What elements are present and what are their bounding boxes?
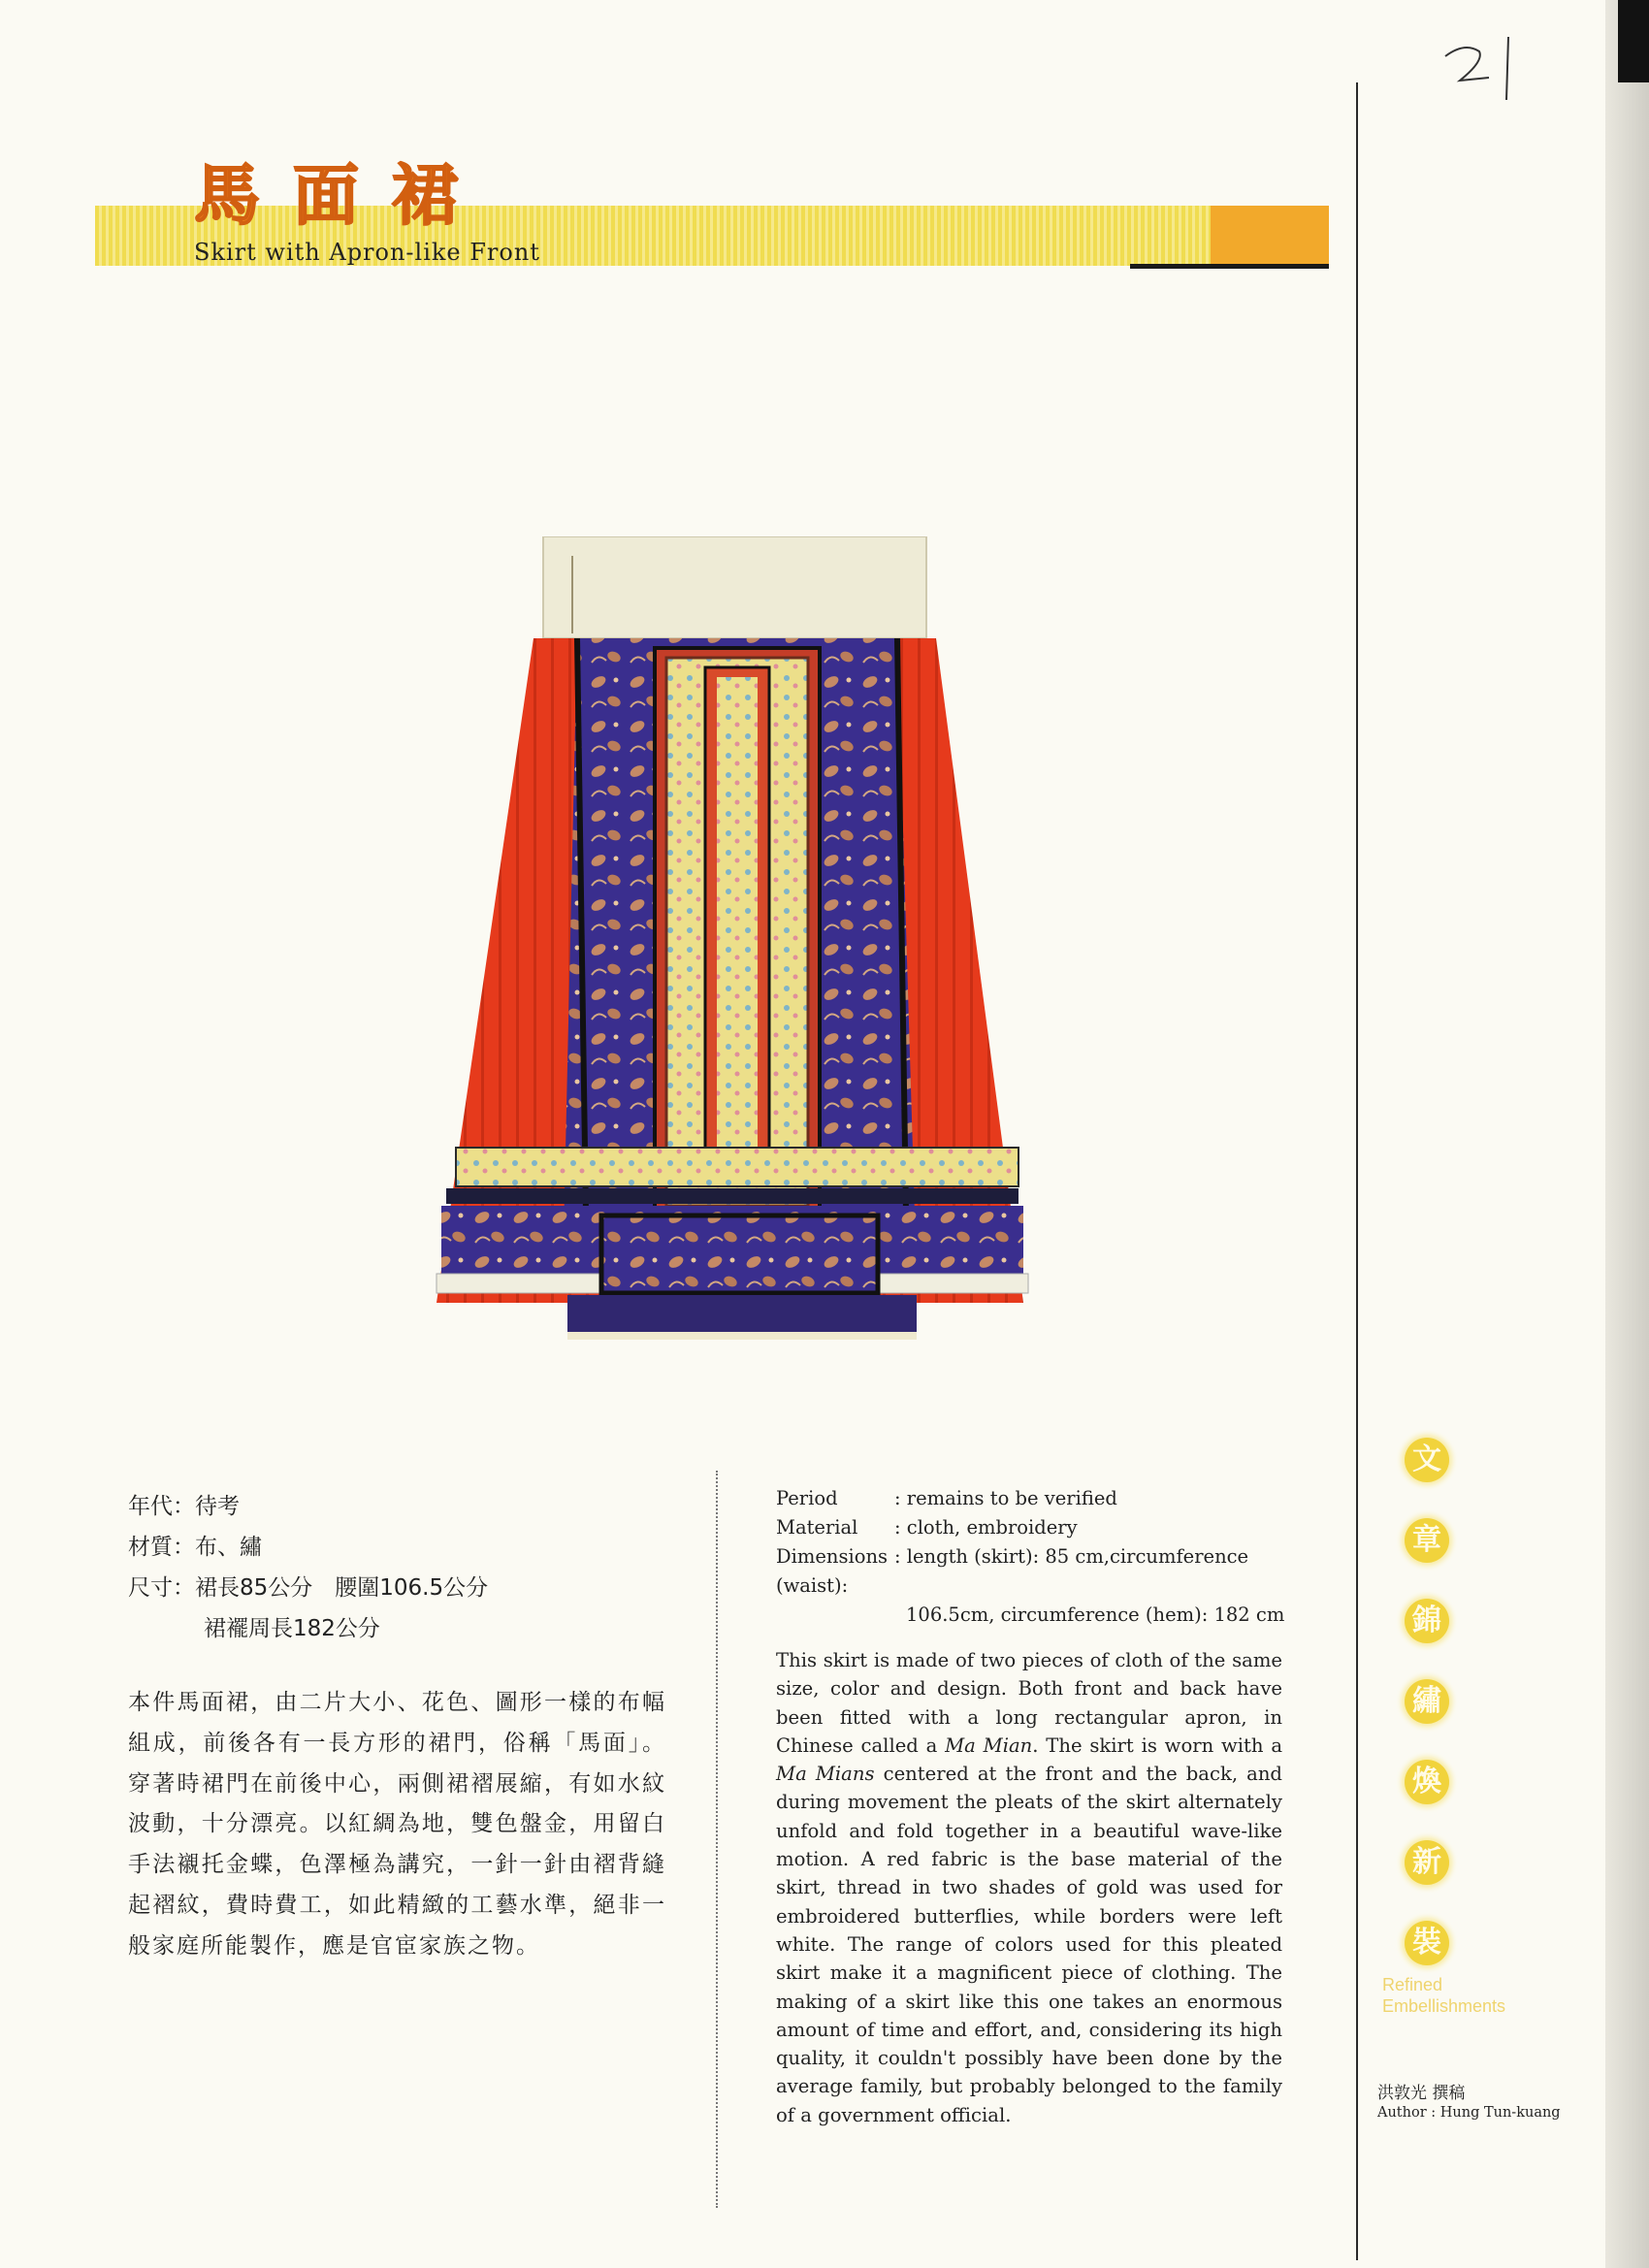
series-char-2: 章: [1405, 1518, 1449, 1563]
binding-edge: [1605, 0, 1649, 2268]
en-term-ma-mians: Ma Mians: [776, 1763, 875, 1786]
series-char-3: 錦: [1405, 1599, 1449, 1643]
author-zh: 洪敦光 撰稿: [1377, 2084, 1466, 2103]
series-title-en-1: Refined: [1382, 1975, 1443, 1994]
zh-size-hem: 裙襬周長182公分: [204, 1616, 380, 1641]
en-body-part-1: This skirt is made of two pieces of cloth of the same size, color and design. Both front and back have been fitted with a long rectangular apron, in Chinese called a: [776, 1649, 1282, 1757]
en-material-label: Material: [776, 1516, 858, 1539]
column-divider: [716, 1471, 718, 2208]
page-title-en: Skirt with Apron-like Front: [194, 239, 540, 266]
series-char-1: 文: [1405, 1438, 1449, 1482]
series-char-5: 煥: [1405, 1760, 1449, 1804]
en-description: [776, 1646, 1282, 2129]
header-band-accent: [1211, 206, 1329, 266]
margin-rule: [1356, 82, 1358, 2260]
header-rule: [1130, 264, 1329, 269]
en-metadata: [776, 1484, 1319, 1630]
handwritten-page-number: [1440, 27, 1528, 114]
en-dimensions-label: Dimensions: [776, 1545, 889, 1568]
en-period-value: : remains to be verified: [894, 1487, 1117, 1509]
series-char-4: 繡: [1405, 1679, 1449, 1724]
binding-shadow: [1618, 0, 1649, 82]
series-char-7: 裝: [1405, 1921, 1449, 1965]
series-title-en-2: Embellishments: [1382, 1996, 1506, 2016]
en-body-part-2: . The skirt is worn with a: [1032, 1733, 1283, 1757]
zh-period: 年代：待考: [128, 1494, 240, 1519]
zh-size: 尺寸：裙長85公分 腰圍106.5公分: [128, 1575, 489, 1601]
author-en: Author : Hung Tun-kuang: [1377, 2105, 1561, 2121]
zh-metadata: [128, 1486, 613, 1649]
zh-description: 本件馬面裙，由二片大小、花色、圖形一樣的布幅組成，前後各有一長方形的裙門，俗稱「馬面」。穿著時裙門在前後中心，兩側裙褶展縮，有如水紋波動，十分漂亮。以紅綢為地，雙色盤金，用留白手法襯托金蝶，色澤極為講究，一針一針由褶背縫起褶紋，費時費工，如此精緻的工藝水準，絕非一般家庭所能製作，應是官宦家族之物。: [128, 1690, 666, 1959]
zh-material: 材質：布、繡: [128, 1535, 262, 1560]
en-period-label: Period: [776, 1487, 838, 1509]
series-char-6: 新: [1405, 1840, 1449, 1885]
skirt-photo: [432, 536, 1033, 1344]
en-term-ma-mian: Ma Mian: [945, 1733, 1033, 1757]
en-material-value: : cloth, embroidery: [894, 1516, 1078, 1539]
en-dimensions-value: : length (skirt): 85 cm,circumference (waist):: [776, 1545, 1249, 1597]
series-title-en: [1382, 1974, 1576, 2017]
page-title-zh: 馬面裙: [194, 158, 492, 235]
en-dimensions-value-2: 106.5cm, circumference (hem): 182 cm: [906, 1604, 1285, 1626]
en-body-part-3: centered at the front and the back, and during movement the pleats of the skirt alternately unfold and fold together in a beautiful wave-like motion. A red fabric is the base material of the skirt, thread in two shades of gold was used for embroidered butterflies, while borders were left white. The range of colors used for this pleated skirt make it a magnificent piece of clothing. The making of a skirt like this one takes an enormous amount of time and effort, and, considering its high quality, it couldn't possibly have been done by the average family, but probably belonged to the family of a government official.: [776, 1763, 1282, 2126]
